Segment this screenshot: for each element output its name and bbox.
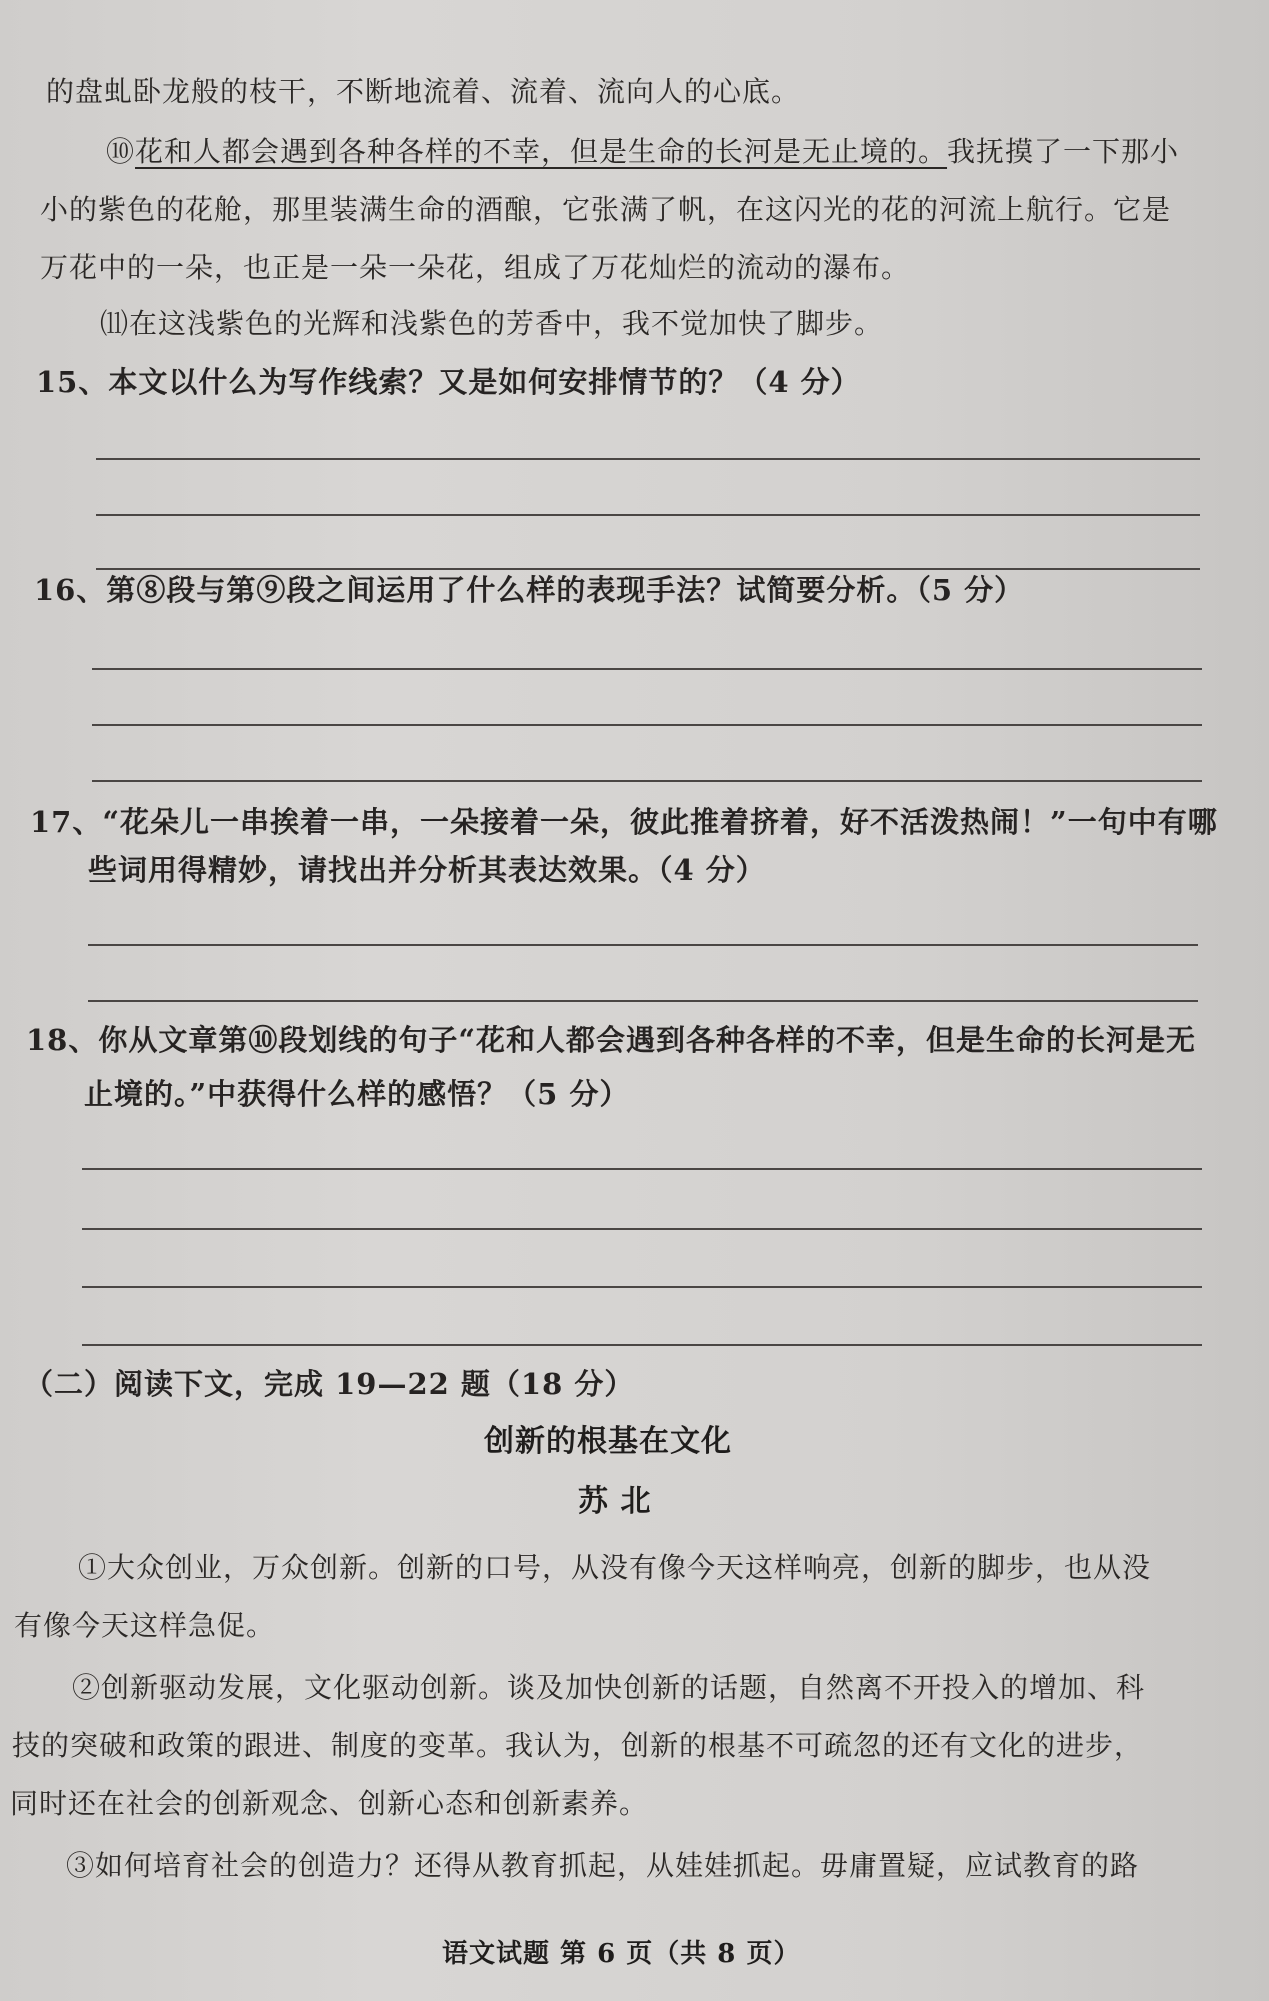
question-18-cont: 止境的。”中获得什么样的感悟？（5 分） xyxy=(84,1077,630,1111)
article-title: 创新的根基在文化 xyxy=(484,1424,732,1459)
question-18: 18、你从文章第⑩段划线的句子“花和人都会遇到各种各样的不幸，但是生命的长河是无 xyxy=(26,1023,1197,1057)
answer-line xyxy=(88,944,1198,946)
answer-line xyxy=(92,780,1202,782)
answer-line xyxy=(82,1286,1202,1288)
passage-line: 的盘虬卧龙般的枝干，不断地流着、流着、流向人的心底。 xyxy=(46,75,801,108)
article-line: ②创新驱动发展，文化驱动创新。谈及加快创新的话题，自然离不开投入的增加、科 xyxy=(72,1671,1146,1704)
article-line: ①大众创业，万众创新。创新的口号，从没有像今天这样响亮，创新的脚步，也从没 xyxy=(78,1551,1152,1584)
article-line: 有像今天这样急促。 xyxy=(14,1609,276,1642)
answer-line xyxy=(82,1168,1202,1170)
section-heading: （二）阅读下文，完成 19—22 题（18 分） xyxy=(24,1367,635,1401)
answer-line xyxy=(82,1228,1202,1230)
paragraph-11: ⑾在这浅紫色的光辉和浅紫色的芳香中，我不觉加快了脚步。 xyxy=(100,307,884,340)
answer-line xyxy=(92,724,1202,726)
article-line: 技的突破和政策的跟进、制度的变革。我认为，创新的根基不可疏忽的还有文化的进步， xyxy=(12,1729,1144,1762)
article-line: ③如何培育社会的创造力？还得从教育抓起，从娃娃抓起。毋庸置疑，应试教育的路 xyxy=(66,1849,1140,1882)
paragraph-10-line xyxy=(106,134,1179,170)
answer-line xyxy=(96,514,1200,516)
question-17: 17、“花朵儿一串挨着一串，一朵接着一朵，彼此推着挤着，好不活泼热闹！”一句中有哪 xyxy=(30,805,1218,839)
article-author: 苏 北 xyxy=(578,1484,652,1519)
answer-line xyxy=(92,668,1202,670)
article-line: 同时还在社会的创新观念、创新心态和创新素养。 xyxy=(10,1787,649,1820)
question-16: 16、第⑧段与第⑨段之间运用了什么样的表现手法？试简要分析。（5 分） xyxy=(34,573,1025,607)
paragraph-text: 我抚摸了一下那小 xyxy=(947,135,1180,168)
answer-line xyxy=(82,1344,1202,1346)
passage-line: 小的紫色的花舱，那里装满生命的酒酿，它张满了帆，在这闪光的花的河流上航行。它是 xyxy=(40,193,1172,226)
answer-line xyxy=(96,568,1200,570)
question-17-cont: 些词用得精妙，请找出并分析其表达效果。（4 分） xyxy=(88,853,766,887)
underlined-sentence: 花和人都会遇到各种各样的不幸，但是生命的长河是无止境的。 xyxy=(135,135,948,168)
page-footer: 语文试题 第 6 页（共 8 页） xyxy=(442,1939,801,1969)
question-15: 15、本文以什么为写作线索？又是如何安排情节的？（4 分） xyxy=(36,365,861,399)
answer-line xyxy=(96,458,1200,460)
paragraph-number: ⑩ xyxy=(106,135,136,168)
answer-line xyxy=(88,1000,1198,1002)
passage-line: 万花中的一朵，也正是一朵一朵花，组成了万花灿烂的流动的瀑布。 xyxy=(40,251,911,284)
